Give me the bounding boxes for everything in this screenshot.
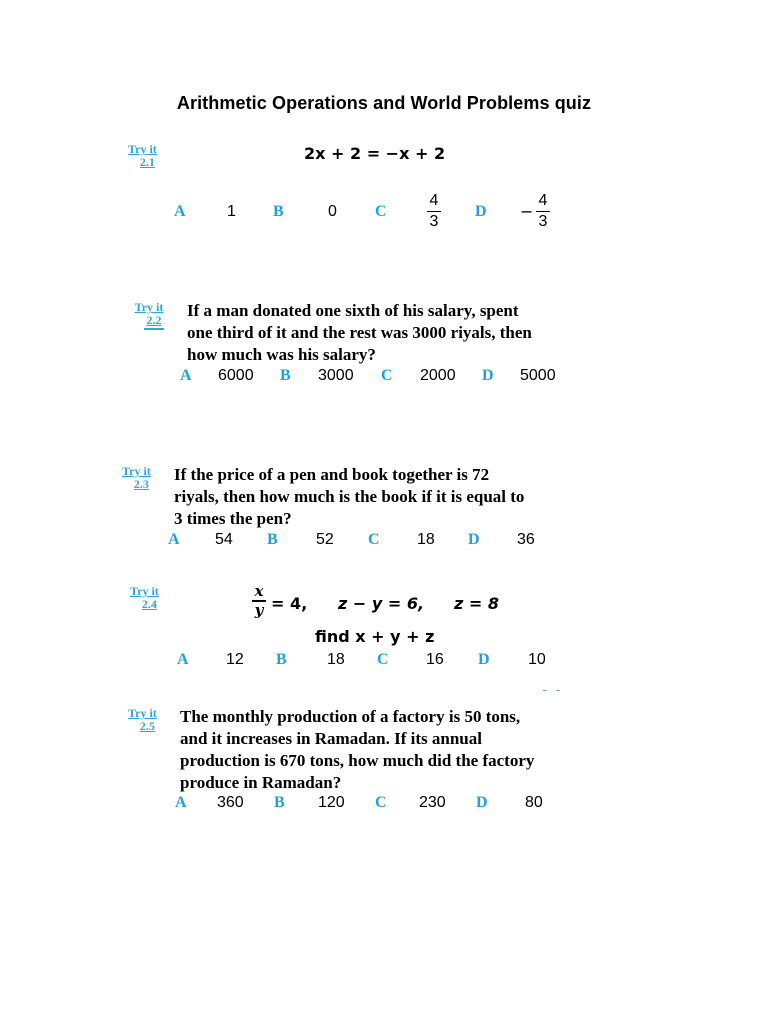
option-letter-a[interactable]: A <box>177 651 189 668</box>
option-letter-c[interactable]: C <box>368 531 380 548</box>
question-text-2-2: If a man donated one sixth of his salary, spent one third of it and the rest was 3000 riyals, then how much was his salary? <box>187 301 532 364</box>
option-letter-a[interactable]: A <box>180 367 192 384</box>
equation-2-4-part3: z = 8 <box>454 594 499 613</box>
option-letter-a[interactable]: A <box>175 794 187 811</box>
option-value-d: 80 <box>525 794 543 811</box>
option-letter-c[interactable]: C <box>375 794 387 811</box>
option-value-d: 5000 <box>520 367 556 384</box>
option-value-b: 120 <box>318 794 345 811</box>
option-value-c-fraction: 4 3 <box>426 191 442 232</box>
option-letter-c[interactable]: C <box>375 203 387 220</box>
option-value-a: 54 <box>215 531 233 548</box>
option-value-d-fraction: 4 3 <box>535 191 551 232</box>
option-letter-d[interactable]: D <box>476 794 488 811</box>
option-value-b: 52 <box>316 531 334 548</box>
equation-2-1: 2x + 2 = −x + 2 <box>304 144 446 163</box>
page-title: Arithmetic Operations and World Problems quiz <box>176 93 592 113</box>
option-value-b: 18 <box>327 651 345 668</box>
option-letter-a[interactable]: A <box>174 203 186 220</box>
question-text-2-5: The monthly production of a factory is 50 tons, and it increases in Ramadan. If its annual production is 670 tons, how much did the factory produce in Ramadan? <box>180 707 535 792</box>
option-value-c: 2000 <box>420 367 456 384</box>
option-value-b: 3000 <box>318 367 354 384</box>
option-letter-b[interactable]: B <box>267 531 278 548</box>
option-letter-a[interactable]: A <box>168 531 180 548</box>
try-it-link-2-3[interactable]: Try it 2.3 <box>122 464 151 491</box>
equation-2-4-find: find x + y + z <box>315 627 435 646</box>
option-value-a: 1 <box>227 203 236 220</box>
try-it-link-2-2[interactable]: Try it 2.2 <box>134 301 164 330</box>
option-letter-d[interactable]: D <box>482 367 494 384</box>
option-letter-d[interactable]: D <box>468 531 480 548</box>
equation-2-4-part1: = 4, <box>271 594 308 613</box>
try-it-link-2-4[interactable]: Try it 2.4 <box>130 584 159 611</box>
option-letter-c[interactable]: C <box>381 367 393 384</box>
decorative-dash <box>543 690 547 691</box>
option-value-d: 36 <box>517 531 535 548</box>
option-letter-d[interactable]: D <box>478 651 490 668</box>
option-value-d: 10 <box>528 651 546 668</box>
option-value-c: 18 <box>417 531 435 548</box>
option-letter-b[interactable]: B <box>274 794 285 811</box>
option-letter-b[interactable]: B <box>280 367 291 384</box>
option-letter-c[interactable]: C <box>377 651 389 668</box>
option-value-d-sign: − <box>520 202 534 221</box>
option-value-a: 12 <box>226 651 244 668</box>
option-value-b: 0 <box>328 203 337 220</box>
decorative-dash <box>556 690 560 691</box>
option-letter-d[interactable]: D <box>475 203 487 220</box>
equation-fraction-x-over-y: x y <box>252 583 266 619</box>
question-text-2-3: If the price of a pen and book together is 72 riyals, then how much is the book if it is equal to 3 times the pen? <box>174 465 525 528</box>
option-letter-b[interactable]: B <box>276 651 287 668</box>
try-it-link-2-1[interactable]: Try it 2.1 <box>128 142 157 169</box>
option-value-a: 360 <box>217 794 244 811</box>
option-value-c: 230 <box>419 794 446 811</box>
option-value-a: 6000 <box>218 367 254 384</box>
option-value-c: 16 <box>426 651 444 668</box>
option-letter-b[interactable]: B <box>273 203 284 220</box>
try-it-link-2-5[interactable]: Try it 2.5 <box>128 706 157 733</box>
equation-2-4-part2: z − y = 6, <box>338 594 425 613</box>
